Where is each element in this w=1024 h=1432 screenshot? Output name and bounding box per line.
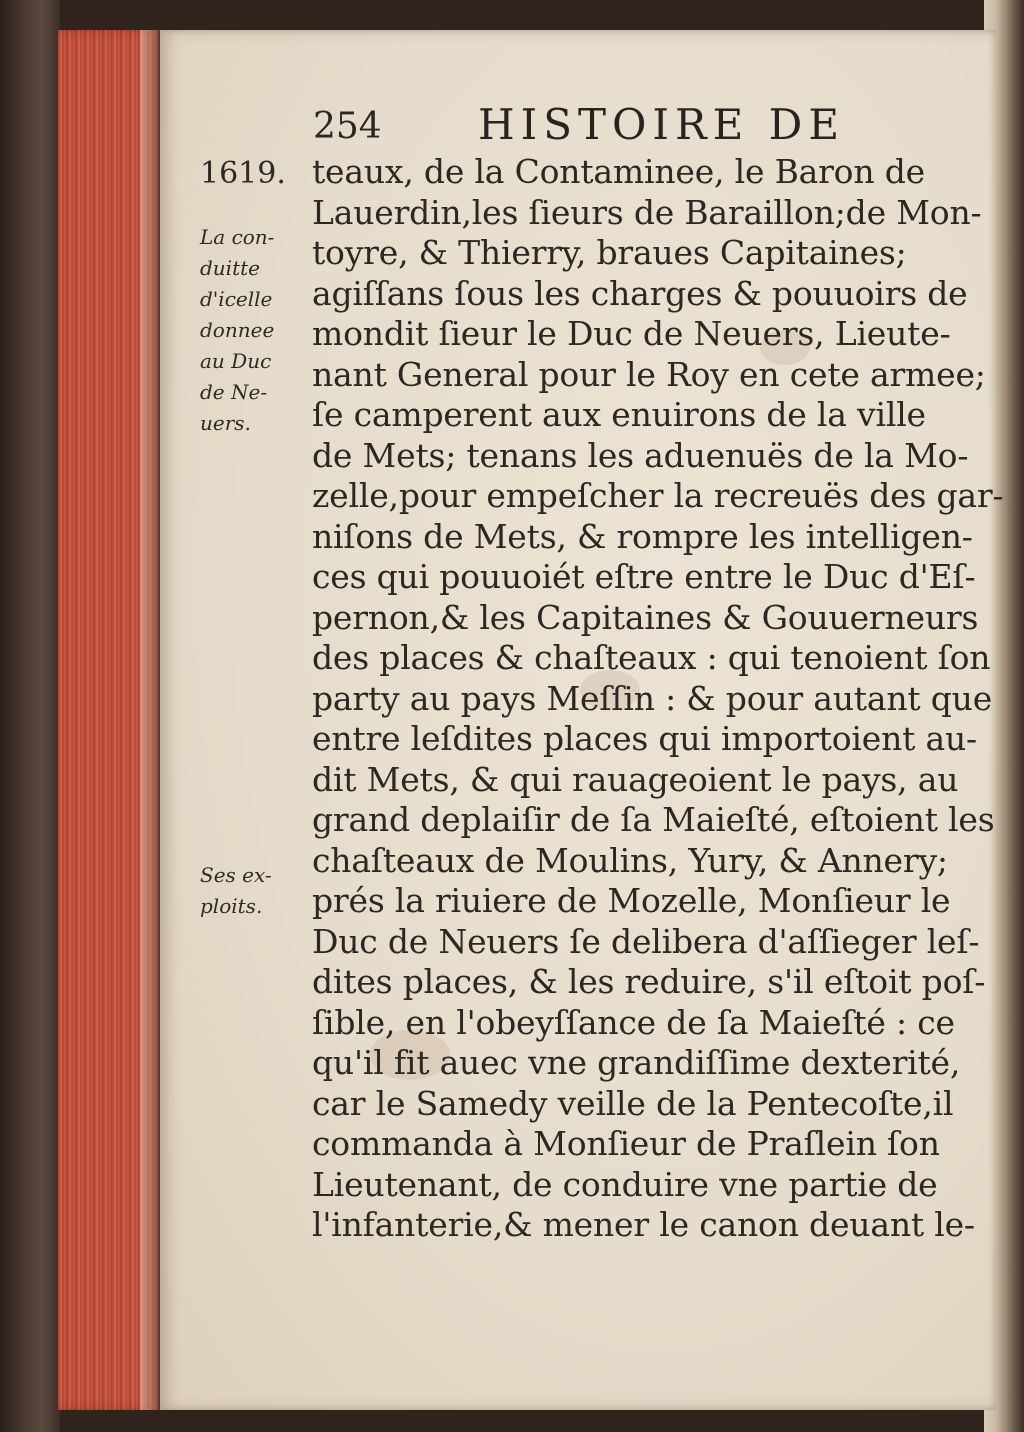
margin-year: 1619. [200, 156, 286, 191]
margin-note-line: uers. [200, 411, 251, 435]
margin-note-line: ploits. [200, 894, 263, 918]
running-head [160, 100, 996, 150]
body-line: teaux, de la Contaminee, le Baron de [312, 152, 925, 191]
body-line: dit Mets, & qui rauageoient le pays, au [312, 759, 959, 799]
margin-note-line: d'icelle [200, 287, 273, 311]
running-title: HISTOIRE DE [478, 100, 845, 149]
margin-note-line: donnee [200, 318, 275, 342]
body-line: Duc de Neuers ſe delibera d'aſſieger leſ- [312, 921, 980, 961]
margin-note-line: au Duc [200, 349, 272, 373]
body-line: grand deplaiſir de ſa Maieſté, eſtoient les [312, 800, 995, 839]
page-edge-shadow [140, 30, 162, 1410]
body-line: dites places, & les reduire, s'il eſtoit poſ- [312, 962, 986, 1001]
body-line: de Mets; tenans les aduenuës de la Mo- [312, 435, 969, 475]
body-line: ces qui pouuoiét eſtre entre le Duc d'Eſ- [312, 557, 976, 596]
body-text [312, 152, 1004, 1246]
page-number: 254 [313, 106, 382, 147]
margin-note-conduite [200, 222, 274, 439]
body-line: mondit ſieur le Duc de Neuers, Lieute- [312, 314, 951, 353]
body-line: commanda à Monſieur de Praſlein ſon [312, 1124, 940, 1163]
body-line: Lieutenant, de conduire vne partie de [312, 1164, 938, 1204]
body-line: entre leſdites places qui importoient au- [312, 719, 977, 758]
body-line: des places & chaſteaux : qui tenoient ſon [312, 638, 991, 677]
margin-note-line: duitte [200, 256, 260, 280]
body-line: toyre, & Thierry, braues Capitaines; [312, 233, 907, 272]
body-line: agiſſans ſous les charges & pouuoirs de [312, 273, 968, 313]
margin-note-line: Ses ex- [200, 863, 272, 887]
body-line: niſons de Mets, & rompre les intelligen- [312, 516, 973, 556]
body-line: Lauerdin,les ſieurs de Baraillon;de Mon- [312, 192, 982, 232]
body-line: ſe camperent aux enuirons de la ville [312, 395, 926, 434]
body-line: party au pays Meſſin : & pour autant que [312, 678, 993, 718]
body-line: prés la riuiere de Mozelle, Monſieur le [312, 881, 951, 920]
body-line: qu'il fit auec vne grandiſſime dexterité, [312, 1043, 961, 1082]
body-line: l'infanterie,& mener le canon deuant le- [312, 1205, 975, 1244]
body-line: chaſteaux de Moulins, Yury, & Annery; [312, 840, 948, 880]
book-page [160, 30, 1004, 1410]
body-line: car le Samedy veille de la Pentecoſte,il [312, 1083, 954, 1123]
body-line: zelle,pour empeſcher la recreuës des gar- [312, 476, 1004, 515]
body-line: ſible, en l'obeyſſance de ſa Maieſté : ce [312, 1002, 955, 1042]
margin-note-line: de Ne- [200, 380, 268, 404]
margin-note-exploits [200, 860, 272, 922]
book-cover-edge [0, 0, 60, 1432]
body-line: pernon,& les Capitaines & Gouuerneurs [312, 597, 979, 637]
body-line: nant General pour le Roy en cete armee; [312, 354, 986, 394]
margin-note-line: La con- [200, 225, 275, 249]
